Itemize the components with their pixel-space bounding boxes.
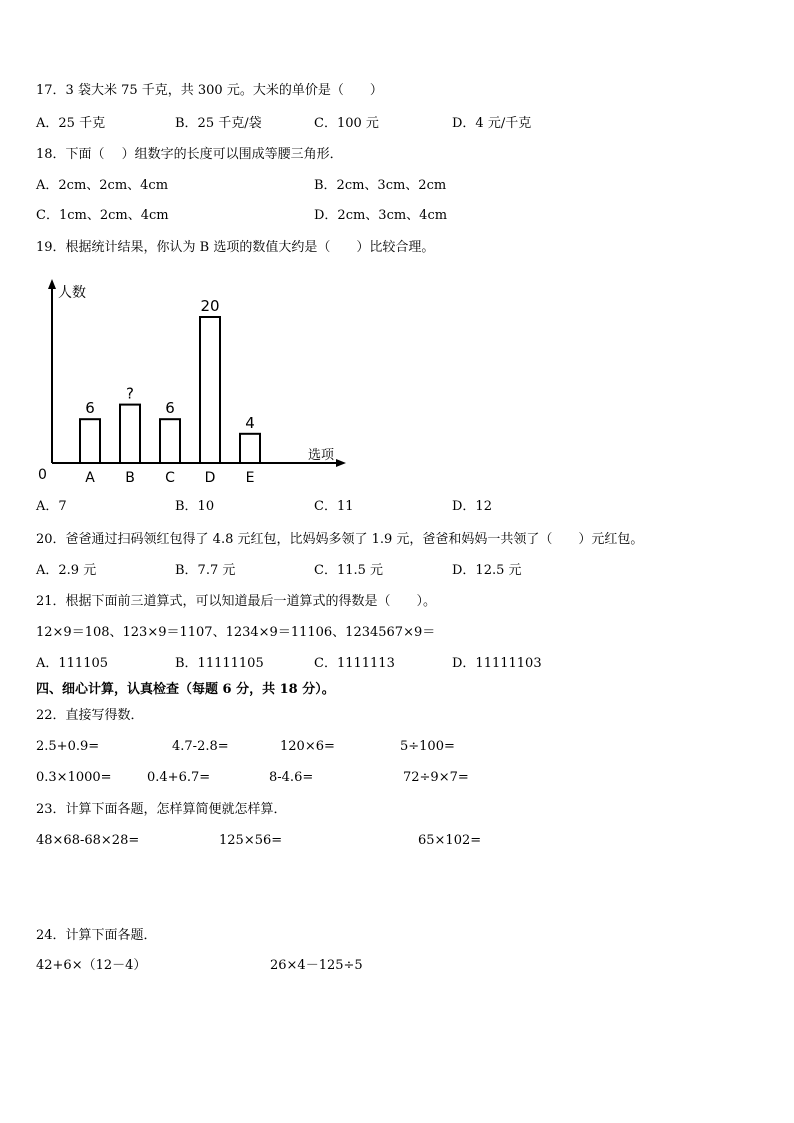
bar-chart <box>28 275 348 490</box>
q21-option-b[interactable]: B．11111105 <box>175 656 264 671</box>
q21-option-d[interactable]: D．11111103 <box>452 656 542 671</box>
category-label-A: A <box>85 470 95 486</box>
y-axis-arrow-icon <box>48 279 56 289</box>
category-label-B: B <box>125 470 135 486</box>
bar-B <box>120 405 140 463</box>
category-label-E: E <box>245 470 255 486</box>
q17-option-d[interactable]: D．4 元/千克 <box>452 116 532 131</box>
q20-option-d[interactable]: D．12.5 元 <box>452 563 522 578</box>
q22-item-2: 4.7-2.8= <box>172 739 229 754</box>
category-label-C: C <box>165 470 175 486</box>
x-axis-label: 选项 <box>308 448 335 463</box>
question-17-stem: 17．3 袋大米 75 千克，共 300 元。大米的单价是（ ） <box>36 83 383 98</box>
x-axis-arrow-icon <box>336 459 346 467</box>
q23-item-2: 125×56= <box>219 833 283 848</box>
bar-E <box>240 434 260 463</box>
q22-item-4: 5÷100= <box>400 739 455 754</box>
q18-option-a[interactable]: A．2cm、2cm、4cm <box>36 178 169 193</box>
q22-item-8: 72÷9×7= <box>403 770 469 785</box>
bar-A <box>80 419 100 463</box>
q22-item-5: 0.3×1000= <box>36 770 112 785</box>
q20-option-b[interactable]: B．7.7 元 <box>175 563 236 578</box>
q22-item-3: 120×6= <box>280 739 335 754</box>
y-axis-label: 人数 <box>58 285 86 301</box>
question-18-stem: 18．下面（ ）组数字的长度可以围成等腰三角形． <box>36 147 343 162</box>
q17-option-b[interactable]: B．25 千克/袋 <box>175 116 262 131</box>
q17-option-c[interactable]: C．100 元 <box>314 116 379 131</box>
q24-item-2: 26×4－125÷5 <box>270 958 363 973</box>
value-label-A: 6 <box>85 399 95 418</box>
question-22-stem: 22．直接写得数． <box>36 708 144 723</box>
origin-label: 0 <box>38 467 47 483</box>
q19-option-d[interactable]: D．12 <box>452 499 492 514</box>
question-21-stem: 21．根据下面前三道算式，可以知道最后一道算式的得数是（ ）。 <box>36 594 437 609</box>
value-label-D: 20 <box>200 297 220 315</box>
category-label-D: D <box>204 470 216 486</box>
value-label-C: 6 <box>165 399 175 418</box>
section-4-heading: 四、细心计算，认真检查（每题 6 分，共 18 分）。 <box>36 682 335 697</box>
bar-D <box>200 317 220 463</box>
q17-option-a[interactable]: A．25 千克 <box>36 116 106 131</box>
q23-item-1: 48×68-68×28= <box>36 833 140 848</box>
q21-option-c[interactable]: C．1111113 <box>314 656 395 671</box>
q19-option-b[interactable]: B．10 <box>175 499 215 514</box>
question-24-stem: 24．计算下面各题． <box>36 928 157 943</box>
q22-item-7: 8-4.6= <box>269 770 314 785</box>
q19-option-c[interactable]: C．11 <box>314 499 354 514</box>
q23-item-3: 65×102= <box>418 833 482 848</box>
question-19-stem: 19．根据统计结果，你认为 B 选项的数值大约是（ ）比较合理。 <box>36 240 435 255</box>
q22-item-1: 2.5+0.9= <box>36 739 100 754</box>
q18-option-d[interactable]: D．2cm、3cm、4cm <box>314 208 448 223</box>
value-label-B: ? <box>126 384 134 403</box>
value-label-E: 4 <box>245 413 255 432</box>
q24-item-1: 42+6×（12－4） <box>36 958 147 973</box>
bar-C <box>160 419 180 463</box>
q18-option-c[interactable]: C．1cm、2cm、4cm <box>36 208 169 223</box>
question-23-stem: 23．计算下面各题，怎样算简便就怎样算． <box>36 802 287 817</box>
q19-option-a[interactable]: A．7 <box>36 499 67 514</box>
q20-option-c[interactable]: C．11.5 元 <box>314 563 384 578</box>
question-21-formula: 12×9＝108、123×9＝1107、1234×9＝11106、1234567×9＝ <box>36 625 436 640</box>
q20-option-a[interactable]: A．2.9 元 <box>36 563 97 578</box>
question-20-stem: 20．爸爸通过扫码领红包得了 4.8 元红包，比妈妈多领了 1.9 元，爸爸和妈妈一共领了（ ）元红包。 <box>36 532 644 547</box>
q21-option-a[interactable]: A．111105 <box>36 656 109 671</box>
q22-item-6: 0.4+6.7= <box>147 770 211 785</box>
q18-option-b[interactable]: B．2cm、3cm、2cm <box>314 178 447 193</box>
